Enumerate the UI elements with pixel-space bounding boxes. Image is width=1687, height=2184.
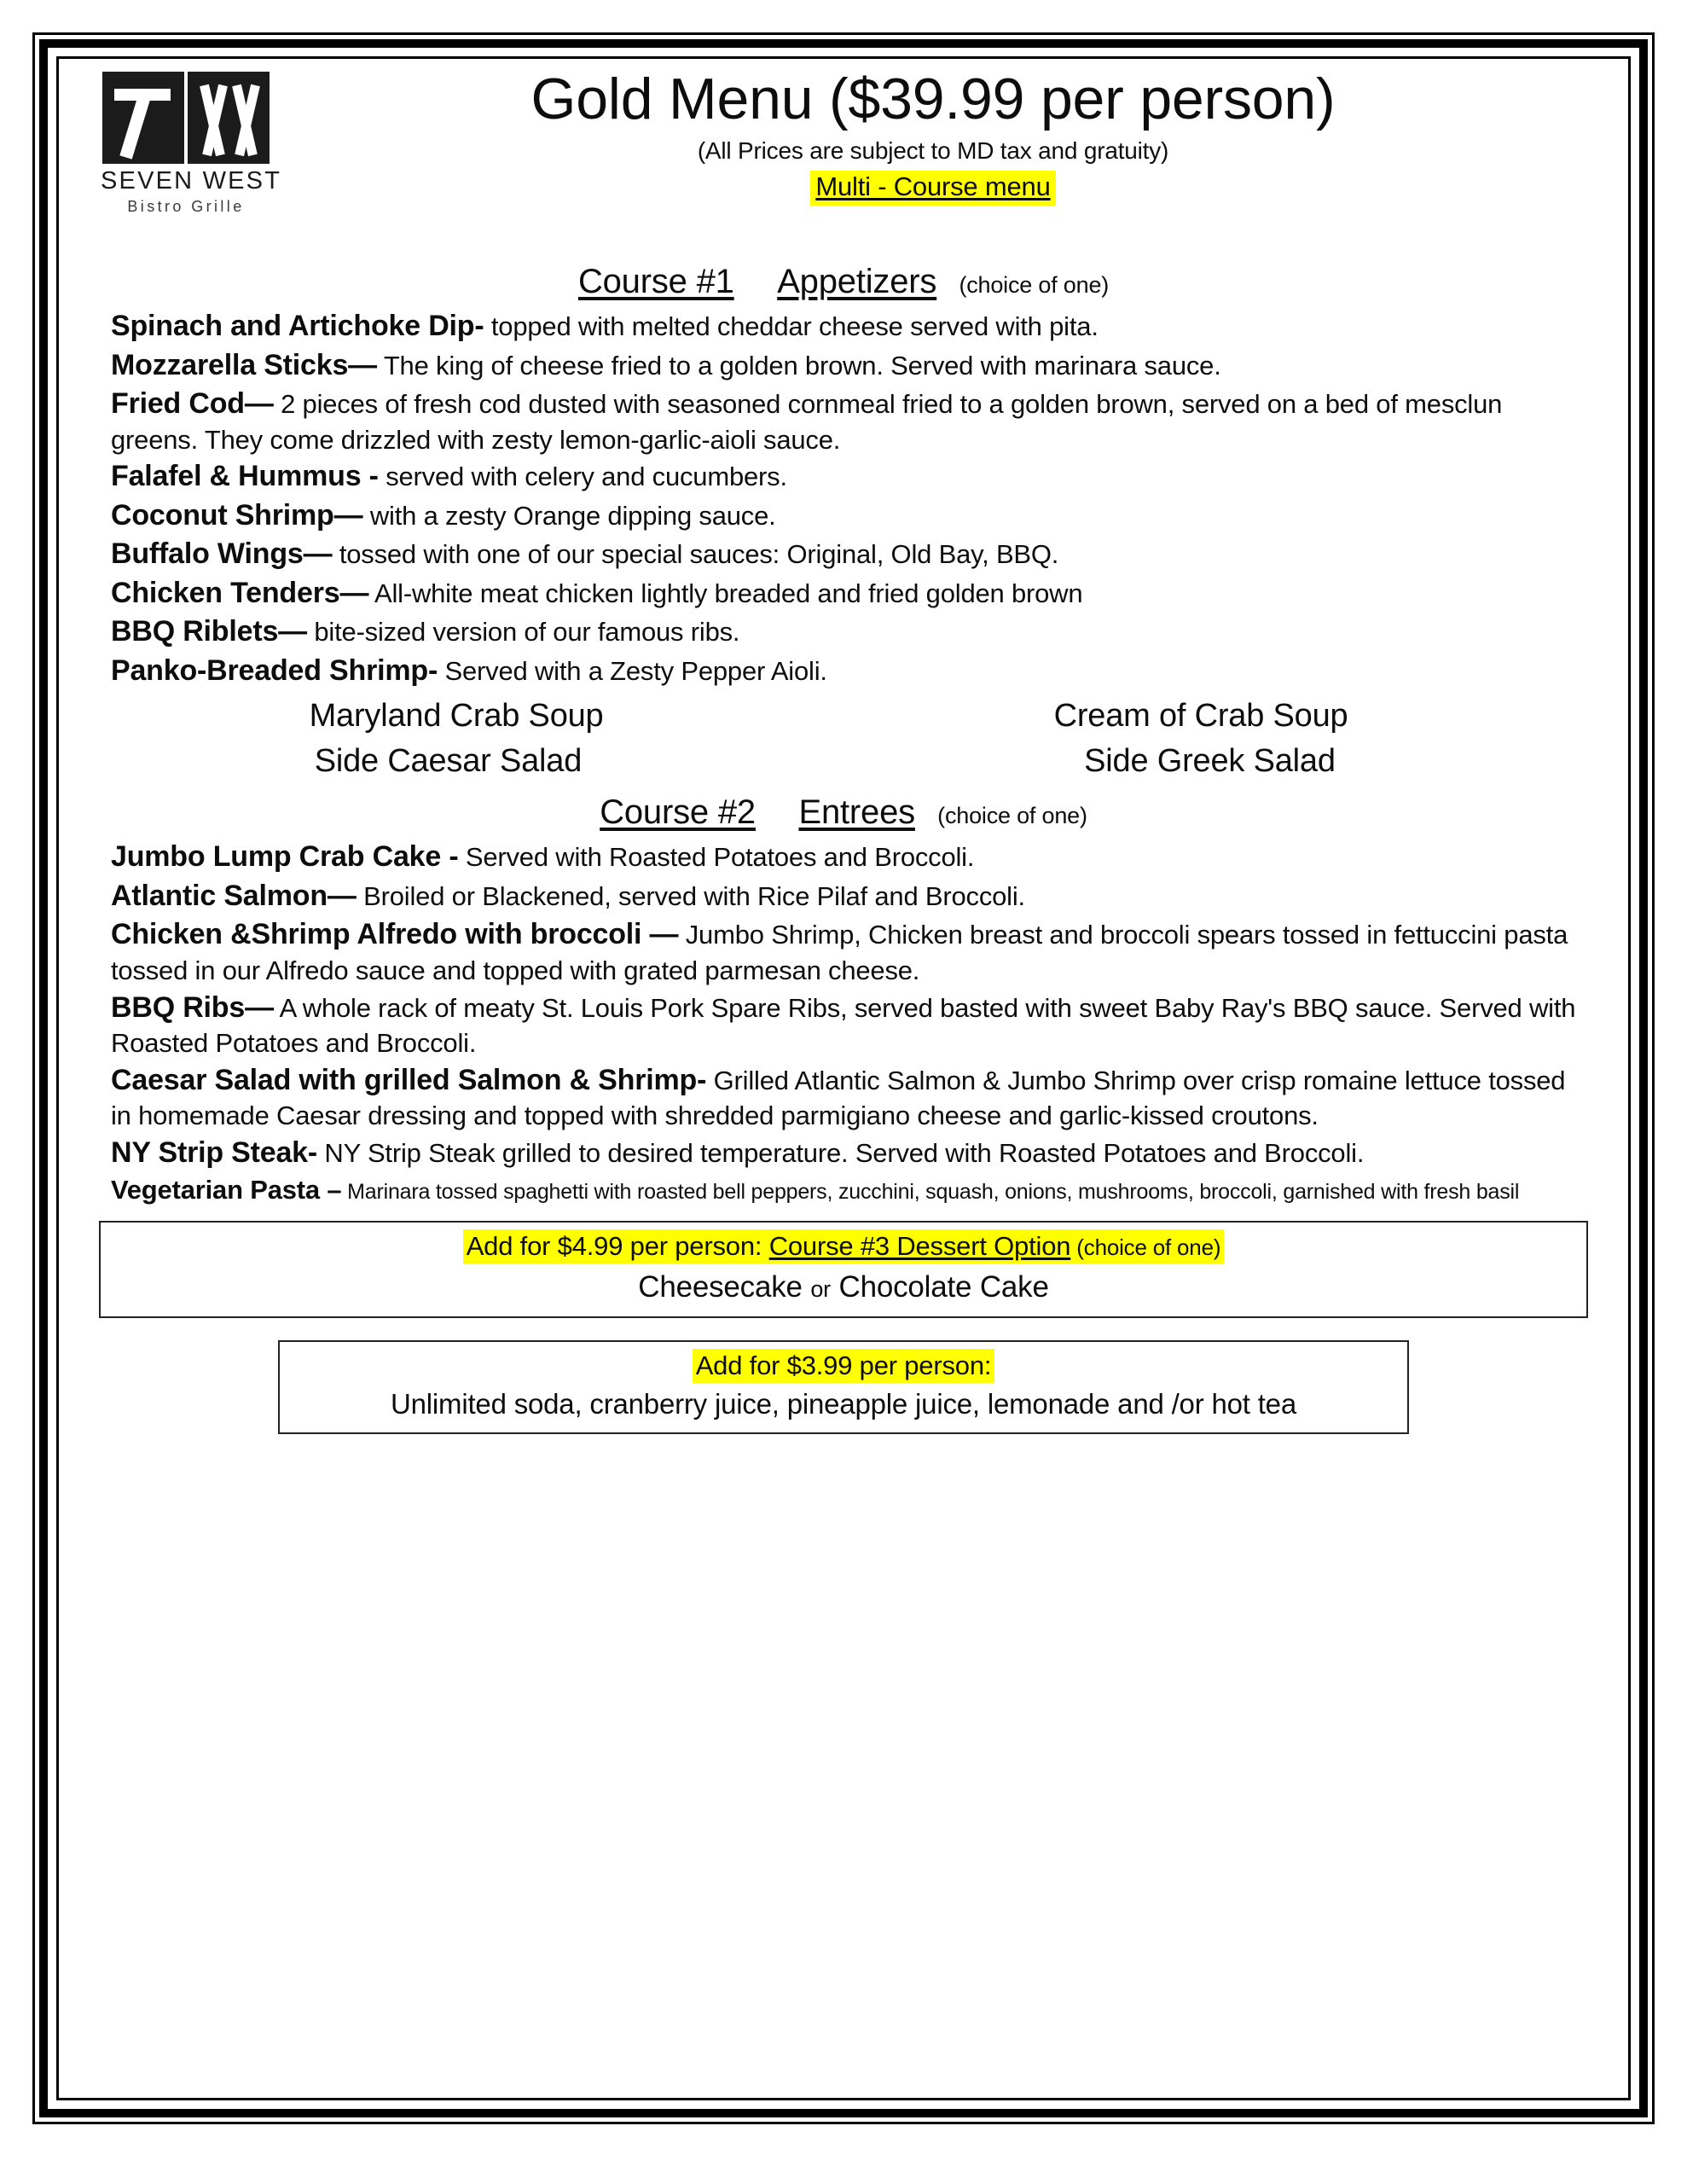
menu-item bbox=[99, 653, 1588, 690]
dessert-or-separator: or bbox=[810, 1276, 831, 1303]
course2-item-list bbox=[99, 839, 1588, 1207]
item-name: Fried Cod— bbox=[111, 387, 274, 421]
item-name: Chicken Tenders— bbox=[111, 576, 369, 609]
item-desc: A whole rack of meaty St. Louis Pork Spare Ribs, served basted with sweet Baby Ray's BBQ sauce. Served with Roasted Potatoes and Broccoli. bbox=[111, 992, 1576, 1059]
menu-header bbox=[99, 67, 1588, 249]
item-name: Chicken &Shrimp Alfredo with broccoli — bbox=[111, 918, 679, 951]
item-desc: bite-sized version of our famous ribs. bbox=[306, 617, 740, 648]
menu-item bbox=[99, 878, 1588, 915]
dessert-addon-prefix: Add for $4.99 per person: bbox=[466, 1231, 769, 1262]
menu-item bbox=[99, 1173, 1588, 1207]
menu-item bbox=[99, 613, 1588, 651]
course1-heading bbox=[99, 263, 1588, 301]
logo-seven-block bbox=[102, 72, 184, 164]
soup-option-right: Cream of Crab Soup bbox=[1053, 698, 1348, 735]
item-desc: Grilled Atlantic Salmon & Jumbo Shrimp over crisp romaine lettuce tossed in homemade Caesar dressing and topped with shredded parmigiano cheese and garlic-kissed croutons. bbox=[111, 1065, 1566, 1131]
menu-item bbox=[99, 497, 1588, 535]
item-desc: Broiled or Blackened, served with Rice Pilaf and Broccoli. bbox=[356, 880, 1025, 911]
item-name: BBQ Ribs— bbox=[111, 990, 274, 1024]
course2-heading bbox=[99, 793, 1588, 832]
course2-choice: (choice of one) bbox=[937, 803, 1087, 829]
menu-item bbox=[99, 916, 1588, 987]
item-name: Coconut Shrimp— bbox=[111, 498, 363, 531]
title-block bbox=[99, 67, 1588, 206]
item-desc: Marinara tossed spaghetti with roasted bell peppers, zucchini, squash, onions, mushrooms, broccoli, garnished with fresh basil bbox=[341, 1180, 1520, 1205]
dessert-options-row bbox=[109, 1270, 1578, 1304]
salad-row bbox=[99, 743, 1588, 780]
item-name: Falafel & Hummus - bbox=[111, 460, 379, 493]
item-name: Mozzarella Sticks— bbox=[111, 348, 377, 381]
item-desc: All-white meat chicken lightly breaded and fried golden brown bbox=[368, 578, 1083, 608]
item-desc: 2 pieces of fresh cod dusted with seasoned cornmeal fried to a golden brown, served on a bed of mesclun greens. They come drizzled with zesty lemon-garlic-aioli sauce. bbox=[111, 389, 1503, 455]
item-desc: with a zesty Orange dipping sauce. bbox=[362, 500, 776, 531]
course1-label: Course #1 bbox=[577, 263, 734, 300]
course1-name: Appetizers bbox=[777, 263, 937, 300]
logo-name: SEVEN WEST bbox=[101, 167, 282, 195]
item-desc: The king of cheese fried to a golden brown. Served with marinara sauce. bbox=[376, 350, 1221, 380]
menu-item bbox=[99, 1135, 1588, 1172]
dessert-option-1: Cheesecake bbox=[638, 1270, 803, 1304]
course2-name: Entrees bbox=[798, 793, 915, 832]
soup-option-left: Maryland Crab Soup bbox=[309, 698, 604, 735]
item-name: Buffalo Wings— bbox=[111, 537, 333, 571]
item-name: NY Strip Steak- bbox=[111, 1136, 318, 1169]
item-desc: Served with Roasted Potatoes and Broccoli. bbox=[458, 842, 975, 873]
item-name: Panko-Breaded Shrimp- bbox=[111, 653, 438, 687]
item-desc: served with celery and cucumbers. bbox=[378, 462, 787, 492]
menu-page bbox=[61, 61, 1626, 2095]
price-disclaimer: (All Prices are subject to MD tax and gratuity) bbox=[697, 137, 1169, 165]
item-desc: Jumbo Shrimp, Chicken breast and broccoli spears tossed in fettuccini pasta tossed in our Alfredo sauce and topped with grated parmesan cheese. bbox=[111, 920, 1568, 985]
item-desc: NY Strip Steak grilled to desired temperature. Served with Roasted Potatoes and Broccoli. bbox=[317, 1137, 1365, 1168]
multi-course-label: Multi - Course menu bbox=[810, 171, 1055, 206]
dessert-choice-note: (choice of one) bbox=[1070, 1234, 1221, 1261]
item-name: Vegetarian Pasta – bbox=[111, 1175, 342, 1205]
menu-item bbox=[99, 575, 1588, 613]
dessert-addon-headline-row bbox=[109, 1229, 1578, 1263]
item-desc: topped with melted cheddar cheese served with pita. bbox=[484, 311, 1099, 341]
menu-item bbox=[99, 990, 1588, 1060]
soup-row bbox=[99, 698, 1588, 735]
logo-tagline: Bistro Grille bbox=[127, 198, 245, 215]
drinks-headline-row bbox=[288, 1349, 1400, 1383]
salad-option-left: Side Caesar Salad bbox=[314, 743, 583, 780]
drinks-addon-headline: Add for $3.99 per person: bbox=[693, 1349, 995, 1383]
item-desc: Served with a Zesty Pepper Aioli. bbox=[438, 655, 827, 686]
drinks-addon-box bbox=[278, 1340, 1410, 1434]
page-title: Gold Menu ($39.99 per person) bbox=[530, 67, 1336, 131]
menu-item bbox=[99, 386, 1588, 456]
menu-item bbox=[99, 1062, 1588, 1133]
dessert-addon-headline bbox=[463, 1229, 1225, 1263]
restaurant-logo bbox=[101, 72, 282, 216]
item-name: Caesar Salad with grilled Salmon & Shrimp- bbox=[111, 1063, 707, 1096]
menu-item bbox=[99, 839, 1588, 876]
menu-item bbox=[99, 347, 1588, 385]
drinks-detail: Unlimited soda, cranberry juice, pineapple juice, lemonade and /or hot tea bbox=[390, 1388, 1296, 1420]
course1-item-list bbox=[99, 308, 1588, 689]
logo-w-block bbox=[188, 72, 270, 164]
item-name: Spinach and Artichoke Dip- bbox=[111, 310, 484, 342]
dessert-course-label: Course #3 Dessert Option bbox=[768, 1231, 1071, 1262]
item-name: Jumbo Lump Crab Cake - bbox=[111, 840, 459, 874]
menu-item bbox=[99, 536, 1588, 573]
course2-label: Course #2 bbox=[600, 793, 756, 832]
dessert-option-2: Chocolate Cake bbox=[838, 1270, 1049, 1304]
item-name: BBQ Riblets— bbox=[111, 615, 307, 648]
menu-item bbox=[99, 308, 1588, 346]
dessert-addon-box bbox=[99, 1221, 1588, 1318]
menu-item bbox=[99, 458, 1588, 496]
item-name: Atlantic Salmon— bbox=[111, 879, 357, 912]
course1-choice: (choice of one) bbox=[959, 272, 1110, 298]
salad-option-right: Side Greek Salad bbox=[1084, 743, 1336, 780]
item-desc: tossed with one of our special sauces: Original, Old Bay, BBQ. bbox=[332, 539, 1059, 570]
logo-mark-blocks bbox=[101, 72, 271, 164]
